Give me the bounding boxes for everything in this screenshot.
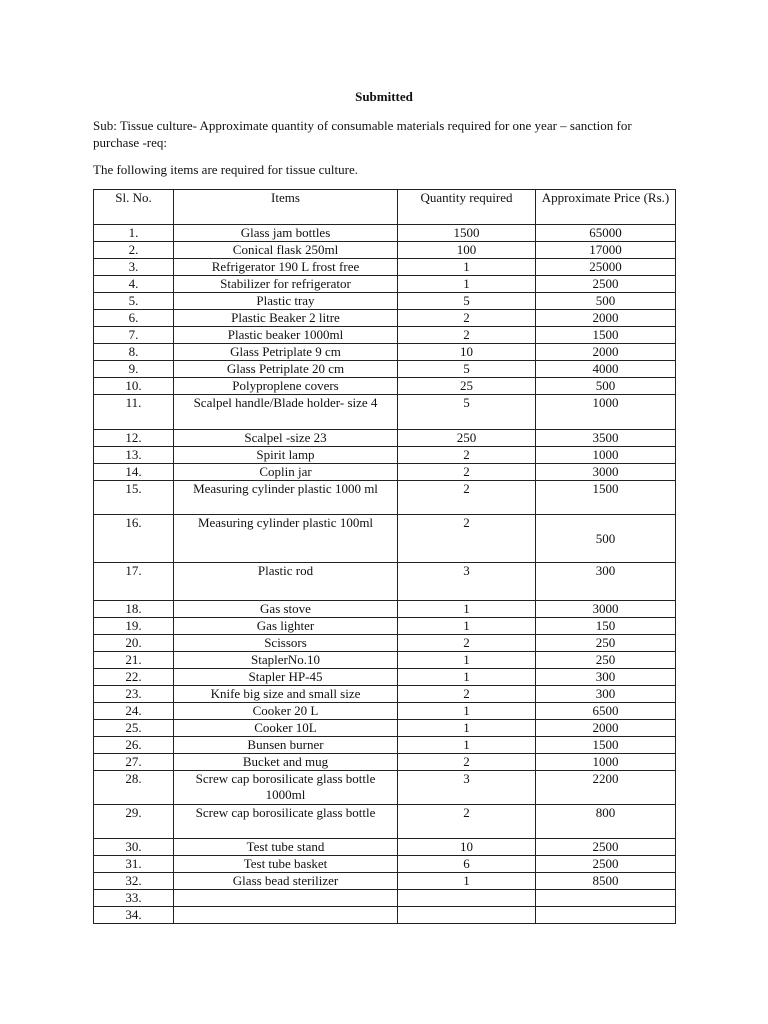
cell-quantity: 2 bbox=[398, 327, 536, 344]
table-row bbox=[94, 669, 676, 686]
cell-price: 3000 bbox=[536, 601, 676, 618]
cell-item: Stabilizer for refrigerator bbox=[174, 276, 398, 293]
table-row bbox=[94, 618, 676, 635]
cell-sl-no: 18. bbox=[94, 601, 174, 618]
cell-price: 2500 bbox=[536, 839, 676, 856]
cell-item: Scissors bbox=[174, 635, 398, 652]
cell-quantity: 1 bbox=[398, 618, 536, 635]
table-row bbox=[94, 601, 676, 618]
cell-item: Coplin jar bbox=[174, 464, 398, 481]
cell-price: 25000 bbox=[536, 259, 676, 276]
cell-quantity: 5 bbox=[398, 395, 536, 430]
cell-quantity: 1 bbox=[398, 601, 536, 618]
table-row bbox=[94, 515, 676, 563]
cell-quantity: 1 bbox=[398, 873, 536, 890]
table-row bbox=[94, 225, 676, 242]
table-header-row bbox=[94, 190, 676, 225]
cell-price: 2500 bbox=[536, 856, 676, 873]
table-row bbox=[94, 344, 676, 361]
cell-item: Measuring cylinder plastic 1000 ml bbox=[174, 481, 398, 515]
cell-price: 17000 bbox=[536, 242, 676, 259]
header-price: Approximate Price (Rs.) bbox=[536, 190, 676, 225]
cell-price: 2000 bbox=[536, 720, 676, 737]
cell-item: Glass bead sterilizer bbox=[174, 873, 398, 890]
document-title: Submitted bbox=[355, 89, 413, 104]
cell-price: 3500 bbox=[536, 430, 676, 447]
cell-price: 65000 bbox=[536, 225, 676, 242]
table-row bbox=[94, 635, 676, 652]
cell-sl-no: 20. bbox=[94, 635, 174, 652]
cell-sl-no: 5. bbox=[94, 293, 174, 310]
cell-quantity: 2 bbox=[398, 754, 536, 771]
cell-item: Screw cap borosilicate glass bottle 1000ml bbox=[174, 771, 398, 805]
cell-sl-no: 3. bbox=[94, 259, 174, 276]
cell-quantity: 10 bbox=[398, 839, 536, 856]
cell-quantity: 25 bbox=[398, 378, 536, 395]
cell-quantity: 3 bbox=[398, 563, 536, 601]
cell-quantity: 1 bbox=[398, 652, 536, 669]
cell-price: 300 bbox=[536, 686, 676, 703]
cell-price: 500 bbox=[536, 378, 676, 395]
cell-quantity: 5 bbox=[398, 361, 536, 378]
table-row bbox=[94, 754, 676, 771]
cell-sl-no: 34. bbox=[94, 907, 174, 924]
table-row bbox=[94, 703, 676, 720]
intro-line: The following items are required for tissue culture. bbox=[93, 162, 358, 177]
cell-item: Glass jam bottles bbox=[174, 225, 398, 242]
table-row bbox=[94, 805, 676, 839]
table-row bbox=[94, 563, 676, 601]
cell-price: 300 bbox=[536, 669, 676, 686]
table-row bbox=[94, 242, 676, 259]
table-body bbox=[94, 225, 676, 924]
table-row bbox=[94, 720, 676, 737]
cell-sl-no: 1. bbox=[94, 225, 174, 242]
table-row bbox=[94, 907, 676, 924]
cell-item: Scalpel -size 23 bbox=[174, 430, 398, 447]
cell-item: Plastic beaker 1000ml bbox=[174, 327, 398, 344]
cell-item: Screw cap borosilicate glass bottle bbox=[174, 805, 398, 839]
cell-item: Plastic tray bbox=[174, 293, 398, 310]
cell-quantity: 2 bbox=[398, 805, 536, 839]
table-row bbox=[94, 464, 676, 481]
cell-item: Glass Petriplate 20 cm bbox=[174, 361, 398, 378]
cell-sl-no: 13. bbox=[94, 447, 174, 464]
cell-quantity: 100 bbox=[398, 242, 536, 259]
cell-sl-no: 25. bbox=[94, 720, 174, 737]
cell-price bbox=[536, 907, 676, 924]
cell-sl-no: 2. bbox=[94, 242, 174, 259]
cell-item: Cooker 10L bbox=[174, 720, 398, 737]
cell-sl-no: 14. bbox=[94, 464, 174, 481]
table-row bbox=[94, 447, 676, 464]
table-row bbox=[94, 873, 676, 890]
cell-price: 250 bbox=[536, 635, 676, 652]
cell-quantity: 1 bbox=[398, 276, 536, 293]
cell-quantity: 3 bbox=[398, 771, 536, 805]
cell-quantity bbox=[398, 907, 536, 924]
table-row bbox=[94, 395, 676, 430]
cell-sl-no: 22. bbox=[94, 669, 174, 686]
cell-sl-no: 11. bbox=[94, 395, 174, 430]
cell-price: 8500 bbox=[536, 873, 676, 890]
cell-item: Gas lighter bbox=[174, 618, 398, 635]
cell-quantity bbox=[398, 890, 536, 907]
cell-quantity: 2 bbox=[398, 481, 536, 515]
cell-item: Plastic Beaker 2 litre bbox=[174, 310, 398, 327]
cell-sl-no: 26. bbox=[94, 737, 174, 754]
cell-sl-no: 33. bbox=[94, 890, 174, 907]
cell-item: Knife big size and small size bbox=[174, 686, 398, 703]
cell-quantity: 5 bbox=[398, 293, 536, 310]
cell-quantity: 1 bbox=[398, 720, 536, 737]
cell-quantity: 2 bbox=[398, 515, 536, 563]
cell-sl-no: 8. bbox=[94, 344, 174, 361]
cell-quantity: 1 bbox=[398, 703, 536, 720]
cell-item: Measuring cylinder plastic 100ml bbox=[174, 515, 398, 563]
cell-price: 2200 bbox=[536, 771, 676, 805]
table-row bbox=[94, 686, 676, 703]
cell-quantity: 6 bbox=[398, 856, 536, 873]
header-quantity: Quantity required bbox=[398, 190, 536, 225]
cell-quantity: 250 bbox=[398, 430, 536, 447]
cell-price: 1500 bbox=[536, 737, 676, 754]
cell-price: 2500 bbox=[536, 276, 676, 293]
cell-price: 1500 bbox=[536, 481, 676, 515]
cell-price: 2000 bbox=[536, 344, 676, 361]
cell-item: StaplerNo.10 bbox=[174, 652, 398, 669]
cell-price: 800 bbox=[536, 805, 676, 839]
cell-price: 3000 bbox=[536, 464, 676, 481]
table-row bbox=[94, 839, 676, 856]
table-row bbox=[94, 890, 676, 907]
cell-item: Refrigerator 190 L frost free bbox=[174, 259, 398, 276]
cell-price: 1500 bbox=[536, 327, 676, 344]
cell-sl-no: 16. bbox=[94, 515, 174, 563]
cell-quantity: 1 bbox=[398, 259, 536, 276]
cell-sl-no: 10. bbox=[94, 378, 174, 395]
cell-sl-no: 24. bbox=[94, 703, 174, 720]
cell-sl-no: 17. bbox=[94, 563, 174, 601]
cell-sl-no: 7. bbox=[94, 327, 174, 344]
header-sl-no: Sl. No. bbox=[94, 190, 174, 225]
cell-item: Glass Petriplate 9 cm bbox=[174, 344, 398, 361]
cell-price: 150 bbox=[536, 618, 676, 635]
table-row bbox=[94, 856, 676, 873]
cell-sl-no: 28. bbox=[94, 771, 174, 805]
cell-sl-no: 6. bbox=[94, 310, 174, 327]
cell-price: 1000 bbox=[536, 395, 676, 430]
cell-sl-no: 31. bbox=[94, 856, 174, 873]
table-row bbox=[94, 327, 676, 344]
cell-price: 4000 bbox=[536, 361, 676, 378]
cell-price: 2000 bbox=[536, 310, 676, 327]
cell-quantity: 10 bbox=[398, 344, 536, 361]
table-row bbox=[94, 652, 676, 669]
cell-price: 1000 bbox=[536, 447, 676, 464]
table-row bbox=[94, 378, 676, 395]
cell-price: 250 bbox=[536, 652, 676, 669]
cell-price: 500 bbox=[536, 293, 676, 310]
table-row bbox=[94, 430, 676, 447]
header-items: Items bbox=[174, 190, 398, 225]
cell-sl-no: 15. bbox=[94, 481, 174, 515]
cell-quantity: 2 bbox=[398, 447, 536, 464]
table-row bbox=[94, 259, 676, 276]
cell-sl-no: 21. bbox=[94, 652, 174, 669]
cell-item: Bunsen burner bbox=[174, 737, 398, 754]
table-row bbox=[94, 481, 676, 515]
cell-item: Conical flask 250ml bbox=[174, 242, 398, 259]
table-row bbox=[94, 771, 676, 805]
materials-table bbox=[93, 189, 676, 924]
subject-line: Sub: Tissue culture- Approximate quantity of consumable materials required for one year – sanction for purchase -req: bbox=[93, 118, 632, 150]
cell-item: Spirit lamp bbox=[174, 447, 398, 464]
cell-item: Polyproplene covers bbox=[174, 378, 398, 395]
cell-quantity: 2 bbox=[398, 635, 536, 652]
cell-item: Scalpel handle/Blade holder- size 4 bbox=[174, 395, 398, 430]
cell-item bbox=[174, 907, 398, 924]
cell-item: Test tube basket bbox=[174, 856, 398, 873]
cell-sl-no: 19. bbox=[94, 618, 174, 635]
cell-item: Test tube stand bbox=[174, 839, 398, 856]
cell-sl-no: 12. bbox=[94, 430, 174, 447]
cell-item: Bucket and mug bbox=[174, 754, 398, 771]
cell-sl-no: 4. bbox=[94, 276, 174, 293]
table-row bbox=[94, 310, 676, 327]
cell-sl-no: 32. bbox=[94, 873, 174, 890]
cell-price: 500 bbox=[536, 515, 676, 563]
cell-quantity: 1 bbox=[398, 737, 536, 754]
cell-quantity: 2 bbox=[398, 464, 536, 481]
cell-price bbox=[536, 890, 676, 907]
cell-price: 1000 bbox=[536, 754, 676, 771]
cell-sl-no: 29. bbox=[94, 805, 174, 839]
cell-sl-no: 23. bbox=[94, 686, 174, 703]
cell-price: 6500 bbox=[536, 703, 676, 720]
cell-price: 300 bbox=[536, 563, 676, 601]
cell-item: Cooker 20 L bbox=[174, 703, 398, 720]
table-row bbox=[94, 276, 676, 293]
cell-sl-no: 9. bbox=[94, 361, 174, 378]
cell-sl-no: 30. bbox=[94, 839, 174, 856]
table-row bbox=[94, 361, 676, 378]
table-row bbox=[94, 737, 676, 754]
cell-item: Stapler HP-45 bbox=[174, 669, 398, 686]
cell-item bbox=[174, 890, 398, 907]
cell-item: Gas stove bbox=[174, 601, 398, 618]
cell-quantity: 1 bbox=[398, 669, 536, 686]
cell-quantity: 1500 bbox=[398, 225, 536, 242]
cell-sl-no: 27. bbox=[94, 754, 174, 771]
cell-quantity: 2 bbox=[398, 310, 536, 327]
cell-item: Plastic rod bbox=[174, 563, 398, 601]
cell-quantity: 2 bbox=[398, 686, 536, 703]
table-row bbox=[94, 293, 676, 310]
